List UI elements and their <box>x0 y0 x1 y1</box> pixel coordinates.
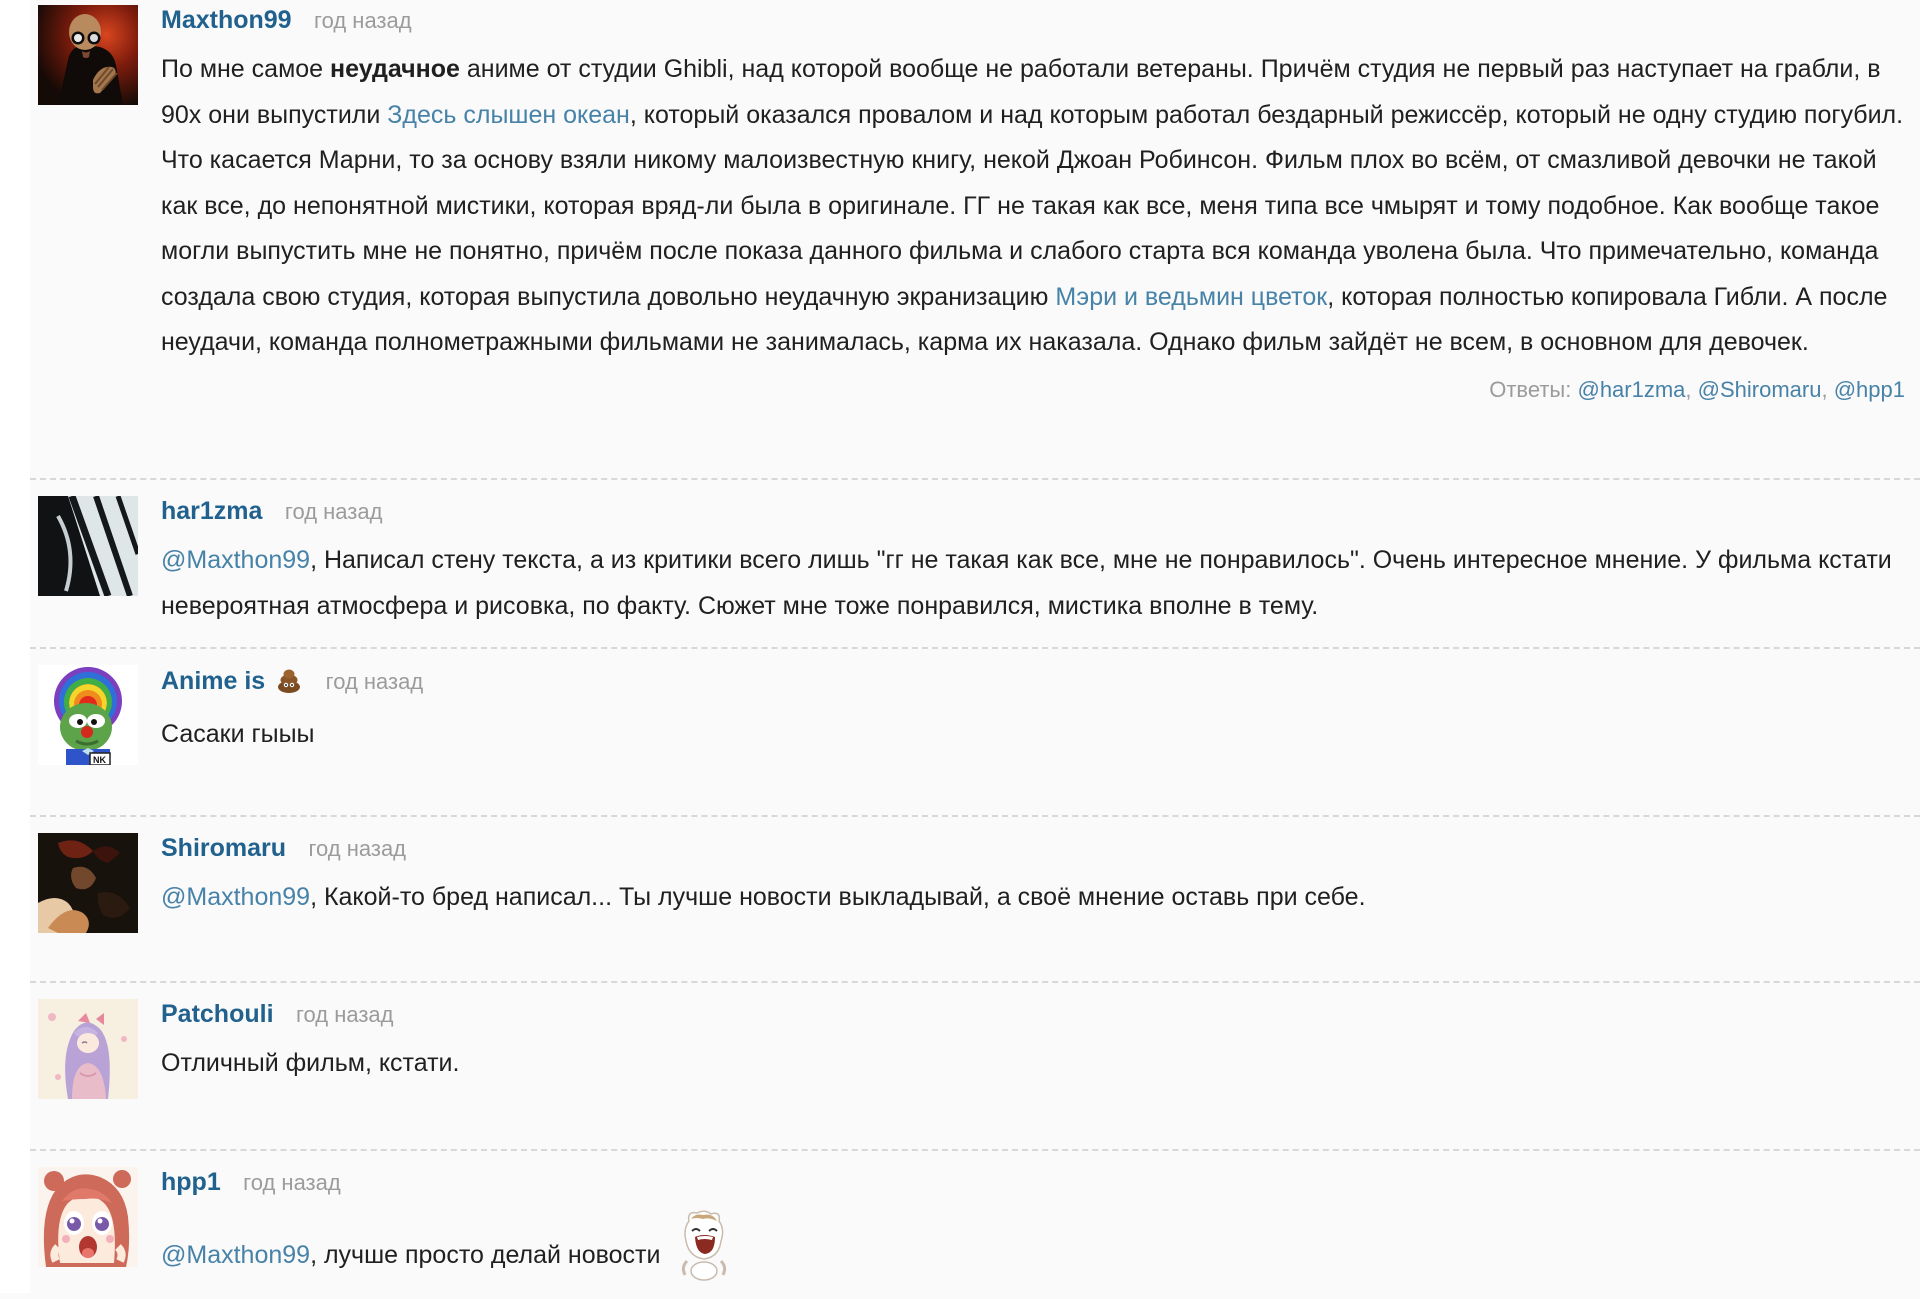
replies-row <box>161 376 1905 404</box>
avatar-hpp1[interactable] <box>38 1167 138 1267</box>
avatar-image <box>38 496 138 596</box>
comment-body <box>161 1167 1905 1299</box>
comment-text: @Maxthon99, Написал стену текста, а из критики всего лишь "гг не такая как все, мне не понравилось". Очень интересное мнение. У фильма кстати невероятная атмосфера и рисовка, по факту. Сюжет мне тоже понравился, мистика вполне в тему. <box>161 546 1892 620</box>
username-link-patchouli[interactable]: Patchouli <box>161 1000 274 1028</box>
comment-har1zma <box>30 480 1920 649</box>
comment-timestamp: год назад <box>308 836 407 861</box>
avatar-shiromaru[interactable] <box>38 833 138 933</box>
comment-header <box>161 1167 1905 1201</box>
inline-link[interactable]: Мэри и ведьмин цветок <box>1055 282 1328 311</box>
svg-text:NK: NK <box>93 755 106 765</box>
mention-link[interactable]: @Maxthon99 <box>161 1241 311 1269</box>
comment-text: Отличный фильм, кстати. <box>161 1049 460 1077</box>
comment-maxthon99 <box>30 0 1920 480</box>
comment-header <box>161 999 1905 1033</box>
comment-body <box>161 665 1905 815</box>
comment-text <box>161 1209 1905 1299</box>
reply-mention-link[interactable]: @Shiromaru <box>1697 376 1822 402</box>
poop-emoji <box>275 665 303 704</box>
comments-section <box>30 0 1920 1299</box>
comment-patchouli <box>30 983 1920 1151</box>
username-link-hpp1[interactable]: hpp1 <box>161 1168 221 1196</box>
comment-hpp1 <box>30 1151 1920 1299</box>
laughing-face-sticker <box>675 1209 733 1299</box>
comment-header <box>161 5 1905 39</box>
avatar-maxthon99[interactable] <box>38 5 138 105</box>
comment-text-segments: @Maxthon99, лучше просто делай новости <box>161 1241 668 1269</box>
comment-text: По мне самое неудачное аниме от студии Ghibli, над которой вообще не работали ветераны. Причём студия не первый раз наступает на грабли, в 90х они выпустили Здесь слышен океан, который оказался провалом и над которым работал бездарный режиссёр, который не одну студию погубил. Что касается Марни, то за основу взяли никому малоизвестную книгу, некой Джоан Робинсон. Фильм плох во всём, от смазливой девочки не такой как все, до непонятной мистики, которая вряд-ли была в оригинале. ГГ не такая как все, меня типа все чмырят и тому подобное. Как вообще такое могли выпустить мне не понятно, причём после показа данного фильма и слабого старта вся команда уволена была. Что примечательно, команда создала свою студия, которая выпустила довольно неудачную экранизацию Мэри и ведьмин цветок, которая полностью копировала Гибли. А после неудачи, команда полнометражными фильмами не занималась, карма их наказала. Однако фильм зайдёт не всем, в основном для девочек. <box>161 55 1904 356</box>
page-left-margin <box>0 0 30 1293</box>
username-link-maxthon99[interactable]: Maxthon99 <box>161 6 292 34</box>
comment-timestamp: год назад <box>314 8 412 33</box>
avatar-har1zma[interactable] <box>38 496 138 596</box>
avatar-image <box>38 1167 138 1267</box>
mention-link[interactable]: @Maxthon99 <box>161 883 311 911</box>
replies-mentions: @har1zma, @Shiromaru, @hpp1 <box>1577 376 1905 402</box>
comment-timestamp: год назад <box>325 669 424 694</box>
comment-timestamp: год назад <box>243 1170 341 1195</box>
comment-anime-is <box>30 649 1920 817</box>
avatar-image <box>38 665 138 765</box>
avatar-anime-is[interactable] <box>38 665 138 765</box>
comment-header <box>161 665 1905 704</box>
comment-header <box>161 496 1905 530</box>
comment-body <box>161 5 1905 478</box>
comment-body <box>161 496 1905 647</box>
username-link-har1zma[interactable]: har1zma <box>161 497 263 525</box>
avatar-image <box>38 999 138 1099</box>
comment-text: @Maxthon99, Какой-то бред написал... Ты лучше новости выкладывай, а своё мнение оставь при себе. <box>161 883 1366 911</box>
avatar-image <box>38 833 138 933</box>
comment-header <box>161 833 1905 867</box>
comment-timestamp: год назад <box>295 1002 394 1027</box>
comment-timestamp: год назад <box>284 499 383 524</box>
reply-mention-link[interactable]: @har1zma <box>1577 376 1686 402</box>
replies-label: Ответы: <box>1489 376 1572 402</box>
username-link-anime-is[interactable]: Anime is <box>161 667 266 695</box>
comment-shiromaru <box>30 817 1920 983</box>
reply-mention-link[interactable]: @hpp1 <box>1833 376 1905 402</box>
avatar-image <box>38 5 138 105</box>
avatar-patchouli[interactable] <box>38 999 138 1099</box>
comment-body <box>161 999 1905 1149</box>
comment-body <box>161 833 1905 981</box>
mention-link[interactable]: @Maxthon99 <box>161 546 311 574</box>
comment-text: Сасаки гыыы <box>161 720 315 748</box>
username-link-shiromaru[interactable]: Shiromaru <box>161 834 287 862</box>
bold-text: неудачное <box>330 55 460 83</box>
inline-link[interactable]: Здесь слышен океан <box>387 100 630 129</box>
